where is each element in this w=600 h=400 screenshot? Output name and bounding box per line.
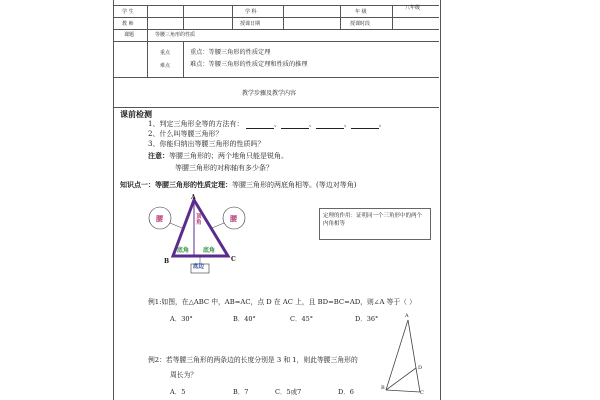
topic-label: 课题 bbox=[124, 32, 135, 38]
key-label: 重点 bbox=[160, 50, 171, 56]
example-1-question: 例1:如图，在△ABC 中，AB=AC，点 D 在 AC 上，且 BD=BC=AD，则∠A 等于（ ） bbox=[148, 298, 416, 306]
difficulty-text: 难点：等腰三角形的性质定理和性质的推理 bbox=[190, 61, 308, 68]
example-2-line-1: 例2：若等腰三角形的两条边的长度分别是 3 和 1，则此等腰三角形的 bbox=[148, 356, 358, 364]
figure-label-d: D bbox=[418, 365, 423, 371]
figure-side-ac bbox=[408, 320, 423, 392]
knowledge-point-1 bbox=[120, 180, 356, 190]
example-2-option-a: A．5 bbox=[170, 388, 186, 396]
table-rule bbox=[340, 5, 341, 29]
table-rule bbox=[113, 107, 439, 108]
review-question-1-tail: 。 bbox=[378, 120, 386, 128]
grade-value: 八年级 bbox=[405, 5, 421, 11]
review-question-1: 1、判定三角形全等的方法有： 、 、 、 。 bbox=[148, 120, 386, 128]
subject-label: 学 科 bbox=[245, 9, 257, 15]
review-question-3: 3、你能归纳出等腰三角形的性质吗？ bbox=[148, 140, 265, 148]
callout-pointer bbox=[212, 223, 224, 228]
figure-segment-bd bbox=[386, 368, 416, 390]
symmetry-axis-question: 等腰三角形的对称轴有多少条？ bbox=[175, 164, 273, 172]
answer-blank bbox=[281, 122, 309, 129]
section-title: 教学步骤及教学内容 bbox=[242, 90, 297, 97]
review-note bbox=[148, 151, 288, 161]
key-point-text: 重点：等腰三角形的性质定理 bbox=[190, 49, 271, 56]
time-label: 授课时段 bbox=[350, 21, 371, 27]
example-2-option-c: C．5或7 bbox=[275, 388, 302, 396]
example-2-option-b: B．7 bbox=[233, 388, 249, 396]
table-rule bbox=[113, 41, 439, 42]
vertex-b-label: B bbox=[164, 258, 170, 265]
review-heading: 课前检测 bbox=[120, 109, 152, 119]
review-question-1-text: 1、判定三角形全等的方法有： bbox=[148, 120, 244, 128]
theorem-note-text: 定理的作用：证明同一个三角形中的两个内角相等 bbox=[323, 213, 423, 227]
table-rule bbox=[147, 5, 148, 77]
note-label: 注意： bbox=[148, 151, 169, 160]
figure-label-b: B bbox=[381, 385, 385, 391]
example-2-line-2: 周长为？ bbox=[170, 371, 198, 379]
table-rule bbox=[283, 5, 284, 29]
example-1-figure bbox=[370, 312, 430, 400]
vertex-c-label: C bbox=[231, 256, 236, 263]
left-leg-label: 腰 bbox=[156, 214, 163, 223]
base-label: 底边 bbox=[193, 264, 205, 270]
figure-side-bc bbox=[386, 390, 420, 392]
table-rule bbox=[113, 17, 439, 18]
figure-label-c: C bbox=[420, 390, 424, 396]
table-rule bbox=[392, 5, 393, 29]
figure-label-a: A bbox=[405, 313, 409, 319]
difficulty-label: 难点 bbox=[160, 63, 171, 69]
topic-value: 等腰三角形的性质 bbox=[155, 32, 196, 38]
point-label: 知识点一： bbox=[120, 180, 155, 189]
answer-blank bbox=[351, 122, 379, 129]
apex-angle-label: 顶角 bbox=[196, 214, 202, 226]
answer-blank bbox=[316, 122, 344, 129]
example-1-option-c: C．45° bbox=[290, 315, 313, 323]
review-question-2: 2、什么叫等腰三角形？ bbox=[148, 130, 223, 138]
table-rule bbox=[183, 41, 184, 77]
figure-side-ab bbox=[386, 320, 408, 390]
vertex-a-label: A bbox=[191, 194, 196, 201]
table-rule bbox=[183, 5, 184, 29]
table-rule bbox=[113, 29, 439, 30]
base-angle-left-label: 底角 bbox=[177, 247, 190, 254]
example-2-option-d: D．6 bbox=[338, 388, 354, 396]
answer-blank bbox=[246, 122, 274, 129]
right-leg-label: 腰 bbox=[230, 214, 237, 223]
teacher-label: 教 师 bbox=[122, 21, 134, 27]
note-text: 等腰三角形的；两个地角只能是锐角。 bbox=[169, 152, 288, 160]
point-text: 等腰三角形的两底角相等。(等边对等角) bbox=[232, 181, 357, 189]
base-angle-right-label: 底角 bbox=[203, 247, 216, 254]
example-1-option-a: A．30° bbox=[170, 315, 193, 323]
table-rule bbox=[113, 77, 439, 78]
grade-label: 年 级 bbox=[355, 9, 367, 15]
date-label: 授课日期 bbox=[240, 21, 261, 27]
example-1-option-d: D．36° bbox=[355, 315, 379, 323]
table-rule bbox=[113, 5, 439, 6]
table-rule bbox=[232, 5, 233, 29]
callout-pointer bbox=[170, 223, 182, 228]
example-1-option-b: B．40° bbox=[233, 315, 256, 323]
student-label: 学 生 bbox=[122, 9, 134, 15]
point-title: 等腰三角形的性质定理： bbox=[155, 180, 232, 189]
